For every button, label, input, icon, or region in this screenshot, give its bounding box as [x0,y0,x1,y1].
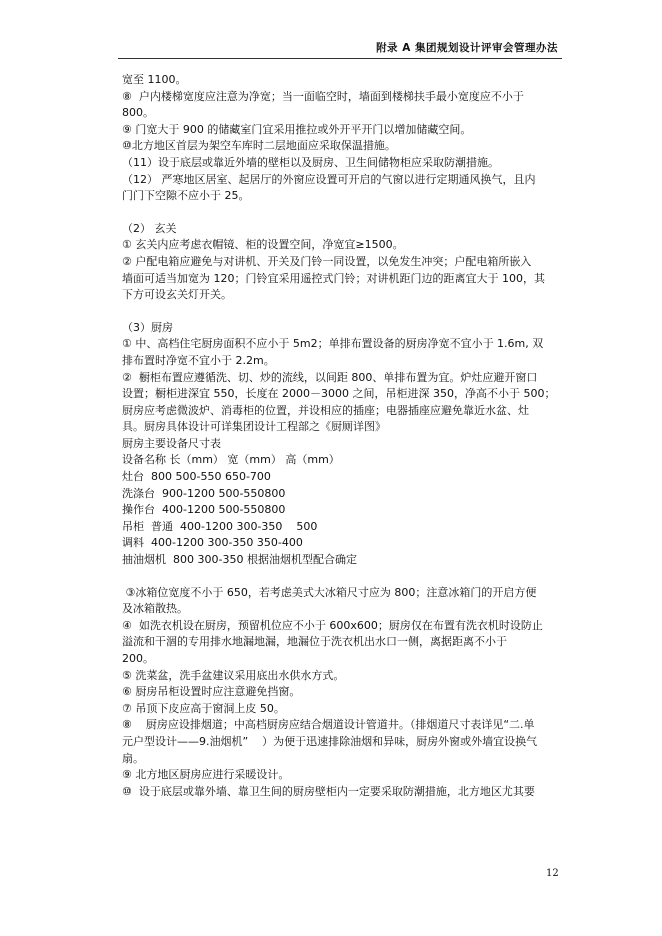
text-line: ⑤ 洗菜盆，洗手盆建议采用底出水供水方式。 [122,668,345,682]
text-line: ⑨ 北方地区厨房应进行采暖设计。 [122,768,290,782]
text-line: ① 玄关内应考虑衣帽镜、柜的设置空间，净宽宜≥1500。 [122,238,404,252]
text-line: 元户型设计——9.油烟机” ）为便于迅速排除油烟和异味，厨房外窗或外墙宜设换气 [122,734,538,748]
table-row: 调料 400-1200 300-350 350-400 [122,536,303,550]
text-line: （11）设于底层或靠近外墙的壁柜以及厨房、卫生间储物柜应采取防潮措施。 [122,155,499,169]
text-line: ⑧ 厨房应设排烟道；中高档厨房应结合烟道设计管道井。（排烟道尺寸表详见“二.单 [122,718,535,732]
section-entrance [122,221,562,304]
text-line: ⑥ 厨房吊柜设置时应注意避免挡窗。 [122,685,301,699]
table-row: 吊柜 普通 400-1200 300-350 500 [122,519,318,533]
text-line: ⑨ 门宽大于 900 的储藏室门宜采用推拉或外开平开门以增加储藏空间。 [122,122,472,136]
text-line: 门门下空隙不应小于 25。 [122,189,250,203]
table-header: 设备名称 长（mm） 宽（mm） 高（mm） [122,453,340,467]
text-line: 宽至 1100。 [122,73,187,86]
text-line: ⑧ 户内楼梯宽度应注意为净宽；当一面临空时，墙面到楼梯扶手最小宽度应不小于 [122,89,524,103]
table-row: 洗涤台 900-1200 500-550800 [122,486,286,500]
text-line: 200。 [122,652,154,665]
text-line: ⑩北方地区首层为架空车库时二层地面应采取保温措施。 [122,139,396,153]
section-heading: （3）厨房 [122,320,173,334]
text-line: ③冰箱位宽度不小于 650，若考虑美式大冰箱尺寸应为 800；注意冰箱门的开启方便 [122,585,537,599]
text-line: 下方可设玄关灯开关。 [122,288,232,302]
text-line: ⑦ 吊顶下皮应高于窗洞上皮 50。 [122,701,285,715]
text-line: ② 橱柜布置应遵循洗、切、炒的流线，以间距 800、单排布置为宜。炉灶应避开窗口 [122,370,538,384]
text-line: 扇。 [122,751,144,765]
header-title: 附录 A 集团规划设计评审会管理办法 [376,42,558,54]
spacer [122,304,562,320]
section-stairs-doors [122,72,562,205]
text-line: （12） 严寒地区居室、起居厅的外窗应设置可开启的气窗以进行定期通风换气，且内 [122,172,536,186]
table-row: 操作台 400-1200 500-550800 [122,503,286,517]
text-line: 800。 [122,106,154,120]
spacer [122,205,562,221]
table-title: 厨房主要设备尺寸表 [122,436,221,450]
document-body [122,72,562,800]
section-kitchen-notes [122,585,562,801]
section-heading: （2） 玄关 [122,221,177,235]
table-row: 抽油烟机 800 300-350 根据油烟机型配合确定 [122,553,357,567]
page-header [118,36,562,59]
text-line: 具。厨房具体设计可详集团设计工程部之《厨厕详图》 [122,420,386,434]
text-line: ④ 如洗衣机设在厨房，预留机位应不小于 600x600；厨房仅在布置有洗衣机时设防止 [122,618,543,632]
text-line: 排布置时净宽不宜小于 2.2m。 [122,353,275,367]
text-line: 溢流和干涸的专用排水地漏地漏，地漏位于洗衣机出水口一侧，离据距离不小于 [122,635,507,649]
spacer [122,569,562,585]
page-number: 12 [546,868,559,879]
text-line: ② 户配电箱应避免与对讲机、开关及门铃一同设置，以免发生冲突；户配电箱所嵌入 [122,254,532,268]
text-line: 及冰箱散热。 [122,602,188,616]
section-kitchen [122,320,562,569]
text-line: 设置；橱柜进深宜 550，长度在 2000－3000 之间，吊柜进深 350，净高不小于 500； [122,387,556,401]
text-line: ⑩ 设于底层或靠外墙、靠卫生间的厨房壁柜内一定要采取防潮措施，北方地区尤其要 [122,784,535,798]
text-line: 墙面可适当加宽为 120；门铃宜采用遥控式门铃；对讲机距门边的距离宜大于 100，其 [122,271,545,285]
text-line: 厨房应考虑微波炉、消毒柜的位置，并设相应的插座；电器插座应避免靠近水盆、灶 [122,403,529,417]
text-line: ① 中、高档住宅厨房面积不应小于 5m2；单排布置设备的厨房净宽不宜小于 1.6m, 双 [122,337,544,351]
table-row: 灶台 800 500-550 650-700 [122,470,271,484]
